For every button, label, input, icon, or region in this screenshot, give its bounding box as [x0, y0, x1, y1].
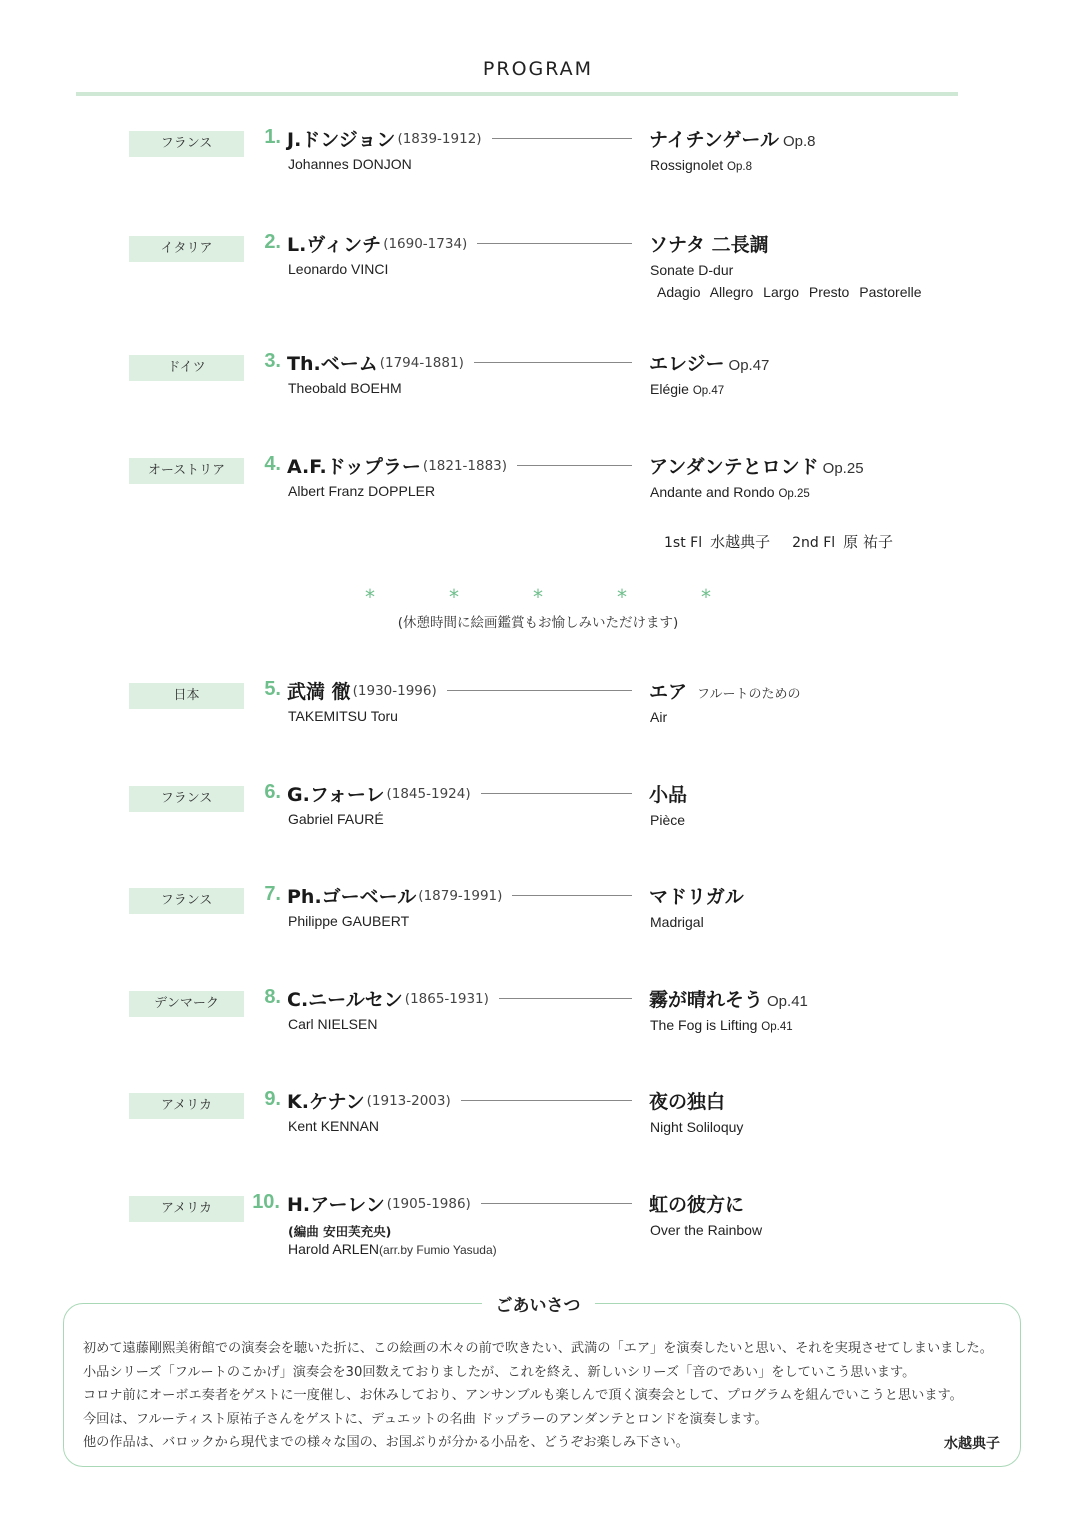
work-title-ja: マドリガル: [649, 886, 744, 908]
work-title-ja: ナイチンゲール: [649, 129, 779, 151]
composer-line: [287, 452, 632, 479]
country-badge: フランス: [129, 786, 244, 812]
work-title-en-text: Pièce: [650, 812, 686, 828]
program-number: 10.: [252, 1191, 280, 1213]
connector-line: [499, 998, 632, 999]
composer-name-en: TAKEMITSU Toru: [288, 708, 398, 724]
composer-years: (1913-2003): [366, 1092, 451, 1109]
composer-name-ja: G.フォーレ: [287, 784, 385, 806]
connector-line: [461, 1100, 632, 1101]
work-title-line: [649, 780, 687, 807]
work-title-en-text: Elégie: [650, 381, 689, 397]
composer-name-ja: H.アーレン: [287, 1194, 385, 1216]
connector-line: [447, 690, 632, 691]
composer-name-ja: Th.ベーム: [287, 353, 378, 375]
work-title-en: [650, 914, 704, 930]
player-2-label: 2nd Fl: [792, 535, 836, 551]
work-title-line: [649, 349, 769, 376]
work-title-ja: 夜の独白: [649, 1091, 726, 1113]
composer-name-en: Johannes DONJON: [288, 156, 412, 172]
work-title-en: [650, 157, 752, 173]
work-title-en: [650, 1017, 793, 1033]
country-badge: アメリカ: [129, 1196, 244, 1222]
work-title-ja: エア: [649, 681, 688, 703]
work-title-en-text: Rossignolet: [650, 157, 724, 173]
composer-years: (1690-1734): [383, 235, 468, 252]
work-opus: Op.25: [822, 460, 864, 477]
program-number: 2.: [264, 231, 281, 253]
composer-line: [287, 882, 632, 909]
header-divider: [76, 92, 958, 96]
composer-name-ja: J.ドンジョン: [287, 129, 396, 151]
composer-name-ja: Ph.ゴーベール: [287, 886, 417, 908]
composer-line: [287, 780, 632, 807]
connector-line: [512, 895, 632, 896]
work-title-en-text: Over the Rainbow: [650, 1222, 763, 1238]
work-title-en-text: Sonate D-dur: [650, 262, 734, 278]
connector-line: [477, 243, 632, 244]
star-ornament: *: [449, 585, 459, 609]
country-badge: 日本: [129, 683, 244, 709]
work-title-ja: アンダンテとロンド: [649, 456, 819, 478]
work-title-line: [649, 125, 816, 152]
composer-name-ja: C.ニールセン: [287, 989, 403, 1011]
program-number: 8.: [264, 986, 281, 1008]
greeting-line: コロナ前にオーボエ奏者をゲストに一度催し、お休みしており、アンサンブルも楽しんで頂く演奏会として、プログラムを組んでいこうと思います。: [83, 1388, 963, 1403]
work-en-opus: Op.41: [761, 1021, 793, 1033]
composer-name-ja: A.F.ドップラー: [287, 456, 421, 478]
greeting-line: 小品シリーズ「フルートのこかげ」演奏会を30回数えておりましたが、これを終え、新しいシリーズ「音のであい」をしていこう思います。: [83, 1364, 916, 1380]
work-title-en: [650, 1222, 762, 1238]
work-title-en-text: Night Soliloquy: [650, 1119, 744, 1135]
work-title-en-text: Air: [650, 709, 668, 725]
greeting-title-wrap: [0, 1291, 1076, 1316]
composer-name-en: Carl NIELSEN: [288, 1016, 378, 1032]
work-title-en: [650, 262, 733, 278]
work-title-en-text: Andante and Rondo: [650, 484, 775, 500]
work-title-en: [650, 1119, 743, 1135]
program-number: 3.: [264, 350, 281, 372]
player-1-label: 1st Fl: [664, 535, 703, 551]
connector-line: [474, 362, 632, 363]
connector-line: [517, 465, 632, 466]
composer-name-en: Theobald BOEHM: [288, 380, 402, 396]
work-subtitle: フルートのための: [697, 687, 801, 702]
composer-name-en: Leonardo VINCI: [288, 261, 389, 277]
player-2-name: 原 祐子: [843, 533, 893, 551]
greeting-title: ごあいさつ: [482, 1296, 595, 1316]
work-en-opus: Op.8: [727, 161, 752, 173]
arranger-en: (arr.by Fumio Yasuda): [379, 1243, 497, 1257]
work-title-ja: 霧が晴れそう: [649, 989, 764, 1011]
program-number: 7.: [264, 883, 281, 905]
player-1-name: 水越典子: [710, 533, 771, 551]
work-opus: Op.8: [782, 133, 816, 150]
composer-name-en: Gabriel FAURÉ: [288, 811, 384, 827]
country-badge: デンマーク: [129, 991, 244, 1017]
connector-line: [492, 138, 632, 139]
work-title-line: [649, 452, 864, 479]
composer-name-en: [288, 1241, 497, 1257]
composer-name-en: Philippe GAUBERT: [288, 913, 410, 929]
work-opus: Op.41: [767, 993, 808, 1010]
country-badge: ドイツ: [129, 355, 244, 381]
composer-name-ja: K.ケナン: [287, 1091, 365, 1113]
work-en-opus: Op.25: [778, 488, 810, 500]
players-line: [664, 531, 915, 552]
star-ornament: *: [533, 585, 543, 609]
composer-years: (1930-1996): [352, 682, 437, 699]
work-title-line: [649, 1087, 725, 1114]
star-ornament: *: [617, 585, 627, 609]
composer-line: [287, 1087, 632, 1114]
composer-years: (1879-1991): [418, 887, 503, 904]
connector-line: [481, 1203, 632, 1204]
intermission-note: (休憩時間に絵画鑑賞もお愉しみいただけます): [397, 615, 679, 631]
country-badge: イタリア: [129, 236, 244, 262]
composer-name-en-text: Harold ARLEN: [288, 1241, 380, 1257]
work-title-en-text: Madrigal: [650, 914, 704, 930]
greeting-line: 他の作品は、バロックから現代までの様々な国の、お国ぶりが分かる小品を、どうぞお楽しみ下さい。: [83, 1435, 689, 1450]
star-ornament: *: [365, 585, 375, 609]
composer-name-ja: L.ヴィンチ: [287, 234, 382, 256]
composer-line: [287, 1190, 632, 1217]
composer-line: [287, 985, 632, 1012]
country-badge: フランス: [129, 131, 244, 157]
work-title-line: [649, 230, 769, 257]
greeting-signature: 水越典子: [944, 1436, 1000, 1452]
work-title-en-text: The Fog is Lifting: [650, 1017, 758, 1033]
composer-line: [287, 677, 632, 704]
work-title-ja: エレジー: [649, 353, 725, 375]
work-title-line: [649, 985, 808, 1012]
connector-line: [481, 793, 632, 794]
country-badge: オーストリア: [129, 458, 244, 484]
intermission-stars: [0, 585, 1076, 609]
work-title-ja: 小品: [649, 784, 688, 806]
composer-years: (1865-1931): [404, 990, 489, 1007]
work-title-ja: 虹の彼方に: [649, 1194, 745, 1216]
country-badge: フランス: [129, 888, 244, 914]
work-en-opus: Op.47: [692, 385, 725, 397]
composer-years: (1794-1881): [379, 354, 464, 371]
work-title-en: [650, 812, 685, 828]
work-title-en: [650, 484, 810, 500]
composer-name-ja: 武満 徹: [287, 681, 351, 703]
program-number: 4.: [264, 453, 281, 475]
intermission: [0, 585, 1076, 631]
work-title-en: [650, 381, 724, 397]
star-ornament: *: [701, 585, 711, 609]
work-opus: Op.47: [728, 357, 770, 374]
program-number: 5.: [264, 678, 281, 700]
page-title: PROGRAM: [482, 58, 594, 80]
composer-years: (1839-1912): [397, 130, 482, 147]
work-title-line: [649, 1190, 744, 1217]
work-title-en: [650, 709, 667, 725]
work-title-ja: ソナタ 二長調: [649, 234, 769, 256]
arranger-note: (編曲 安田芙充央): [288, 1224, 392, 1239]
composer-years: (1845-1924): [386, 785, 471, 802]
composer-years: (1821-1883): [422, 457, 508, 474]
greeting-line: 今回は、フルーティスト原祐子さんをゲストに、デュエットの名曲 ドップラーのアンダンテとロンドを演奏します。: [83, 1411, 768, 1427]
greeting-line: 初めて遠藤剛熙美術館での演奏会を聴いた折に、この絵画の木々の前で吹きたい、武満の「エア」を演奏したいと思い、それを実現させてしまいました。: [83, 1341, 993, 1356]
composer-line: [287, 230, 632, 257]
composer-name-en: Kent KENNAN: [288, 1118, 380, 1134]
work-title-line: [649, 882, 744, 909]
program-number: 1.: [264, 126, 281, 148]
movements-list: Adagio Allegro Largo Presto Pastorelle: [657, 284, 922, 300]
composer-name-en: Albert Franz DOPPLER: [288, 483, 436, 499]
composer-line: [287, 349, 632, 376]
program-number: 6.: [264, 781, 281, 803]
greeting-body: [83, 1337, 1013, 1455]
composer-line: [287, 125, 632, 152]
country-badge: アメリカ: [129, 1093, 244, 1119]
program-number: 9.: [264, 1088, 281, 1110]
composer-years: (1905-1986): [386, 1195, 471, 1212]
work-title-line: [649, 677, 801, 704]
